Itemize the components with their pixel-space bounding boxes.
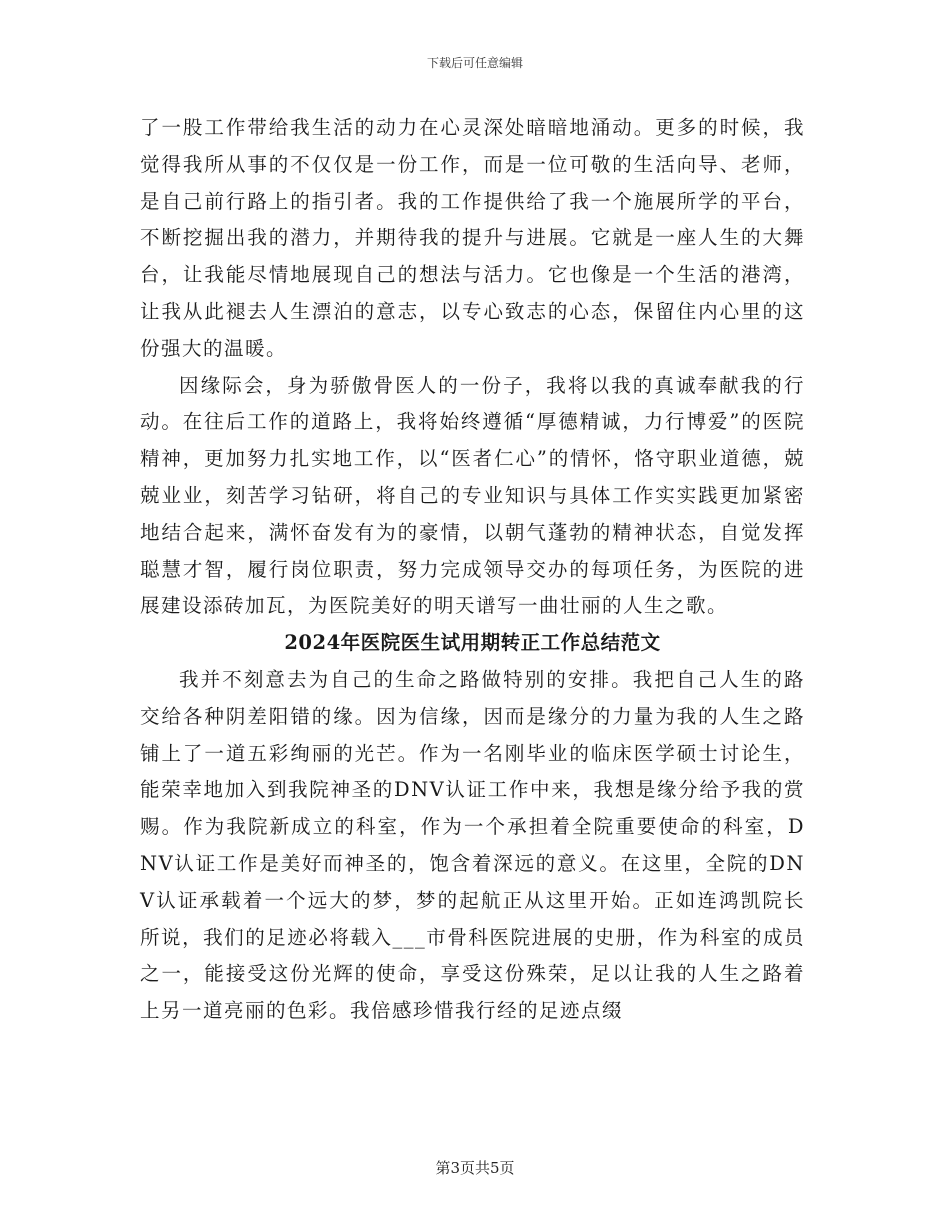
paragraph-summary-intro: 我并不刻意去为自己的生命之路做特别的安排。我把自己人生的路交给各种阴差阳错的缘。因为信缘，因而是缘分的力量为我的人生之路铺上了一道五彩绚丽的光芒。作为一名刚毕业的临床医学硕士讨论生，能荣幸地加入到我院神圣的DNV认证工作中来，我想是缘分给予我的赏赐。作为我院新成立的科室，作为一个承担着全院重要使命的科室，DNV认证工作是美好而神圣的，饱含着深远的意义。在这里，全院的DNV认证承载着一个远大的梦，梦的起航正从这里开始。正如连鸿凯院长所说，我们的足迹必将载入___市骨科医院进展的史册，作为科室的成员之一，能接受这份光辉的使命，享受这份殊荣，足以让我的人生之路着上另一道亮丽的色彩。我倍感珍惜我行经的足迹点缀 [140,667,805,1023]
header-note: 下载后可任意编辑 [426,56,523,70]
paragraph-continuation: 了一股工作带给我生活的动力在心灵深处暗暗地涌动。更多的时候，我觉得我所从事的不仅仅是一份工作，而是一位可敬的生活向导、老师，是自己前行路上的指引者。我的工作提供给了我一个施展所学的平台，不断挖掘出我的潜力，并期待我的提升与进展。它就是一座人生的大舞台，让我能尽情地展现自己的想法与活力。它也像是一个生活的港湾，让我从此褪去人生漂泊的意志，以专心致志的心态，保留住内心里的这份强大的温暖。 [140,116,805,360]
section-title: 2024年医院医生试用期转正工作总结范文 [284,631,661,655]
page-number: 第3页共5页 [435,1159,515,1177]
paragraph-commitment: 因缘际会，身为骄傲骨医人的一份子，我将以我的真诚奉献我的行动。在往后工作的道路上，我将始终遵循“厚德精诚，力行博爱”的医院精神，更加努力扎实地工作，以“医者仁心”的情怀，恪守职业道德，兢兢业业，刻苦学习钻研，将自己的专业知识与具体工作实实践更加紧密地结合起来，满怀奋发有为的豪情，以朝气蓬勃的精神状态，自觉发挥聪慧才智，履行岗位职责，努力完成领导交办的每项任务，为医院的进展建设添砖加瓦，为医院美好的明天谱写一曲壮丽的人生之歌。 [140,373,805,618]
document-body [140,110,805,1030]
